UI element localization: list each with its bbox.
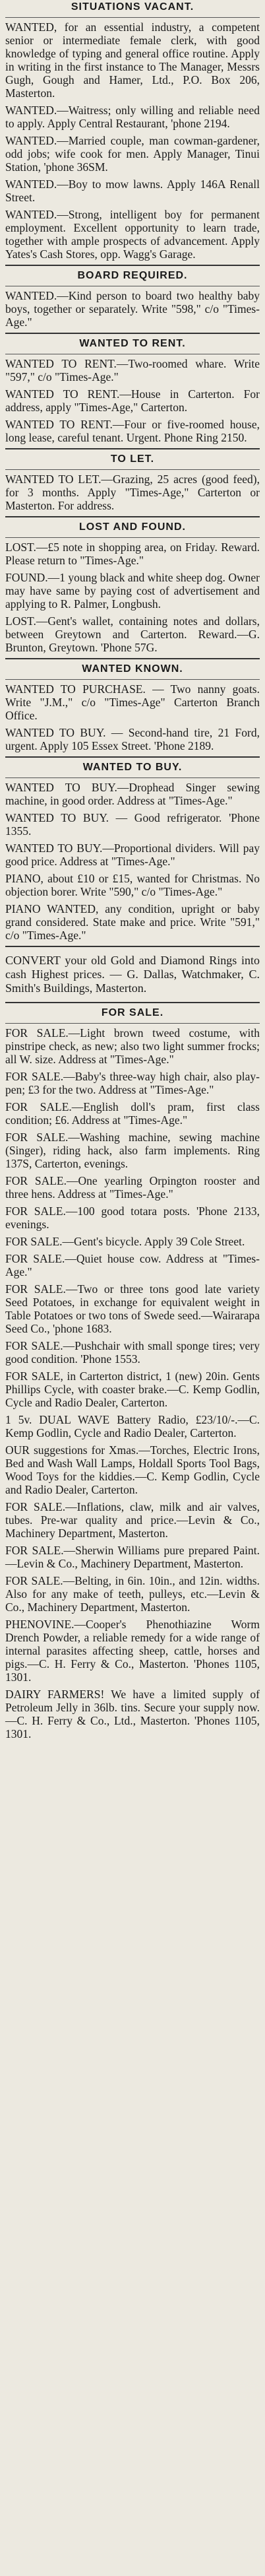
section-divider	[5, 946, 260, 947]
section-divider	[5, 777, 260, 778]
section-header-wanted-to-buy: WANTED TO BUY.	[82, 762, 183, 773]
ad-for-sale-10: FOR SALE.—Pushchair with small sponge tires; very good condition. 'Phone 1553.	[5, 1339, 260, 1366]
section-divider	[5, 265, 260, 266]
ad-lost-and-found-3: LOST.—Gent's wallet, containing notes and dollars, between Greytown and Carterton. Reward.—G. Brunton, Greytown. 'Phone 57G.	[5, 614, 260, 654]
ad-wanted-to-buy-2: WANTED TO BUY. — Good refrigerator. 'Phone 1355.	[5, 811, 260, 838]
ad-for-sale-8: FOR SALE.—Quiet house cow. Address at "Times-Age."	[5, 1252, 260, 1278]
ad-for-sale-11: FOR SALE, in Carterton district, 1 (new) 20in. Gents Phillips Cycle, with coaster brake.—C. Kemp Godlin, Cycle and Radio Dealer, Carterton.	[5, 1370, 260, 1409]
ad-for-sale-18: DAIRY FARMERS! We have a limited supply of Petroleum Jelly in 36lb. tins. Secure your supply now. —C. H. Ferry & Co., Ltd., Masterton. 'Phones 1105, 1301.	[5, 1688, 260, 1740]
ad-lost-and-found-1: LOST.—£5 note in shopping area, on Friday. Reward. Please return to "Times-Age."	[5, 541, 260, 567]
ad-board-required-1: WANTED.—Kind person to board two healthy baby boys, together or separately. Write "598," c/o "Times-Age."	[5, 289, 260, 329]
section-header-board-required: BOARD REQUIRED.	[77, 270, 188, 281]
section-divider	[5, 1023, 260, 1024]
ad-for-sale-14: FOR SALE.—Inflations, claw, milk and air valves, tubes. Pre-war quality and price.—Levin & Co., Machinery Department, Masterton.	[5, 1500, 260, 1540]
ad-for-sale-7: FOR SALE.—Gent's bicycle. Apply 39 Cole Street.	[5, 1235, 245, 1248]
ad-wanted-to-rent-2: WANTED TO RENT.—House in Carterton. For address, apply "Times-Age," Carterton.	[5, 387, 260, 414]
ad-for-sale-15: FOR SALE.—Sherwin Williams pure prepared Paint.—Levin & Co., Machinery Department, Masterton.	[5, 1544, 260, 1570]
ad-for-sale-13: OUR suggestions for Xmas.—Torches, Electric Irons, Bed and Wash Wall Lamps, Holdall Sports Tool Bags, Wood Toys for the kiddies.—C. Kemp Godlin, Cycle and Radio Dealer, Carterton.	[5, 1443, 260, 1496]
section-divider	[5, 17, 260, 18]
ad-to-let-1: WANTED TO LET.—Grazing, 25 acres (good feed), for 3 months. Apply "Times-Age," Carterton or Masterton. For address.	[5, 473, 260, 512]
ad-convert-gold: CONVERT your old Gold and Diamond Rings into cash Highest prices. — G. Dallas, Watchmaker, C. Smith's Buildings, Masterton.	[5, 954, 260, 995]
ad-situations-vacant-3: WANTED.—Married couple, man cowman-gardener, odd jobs; wife cook for men. Apply Manager, Tinui Station, 'phone 36SM.	[5, 134, 260, 174]
ad-wanted-to-rent-3: WANTED TO RENT.—Four or five-roomed house, long lease, careful tenant. Urgent. Phone Ring 2150.	[5, 418, 260, 444]
ad-for-sale-4: FOR SALE.—Washing machine, sewing machine (Singer), riding hack, also farm implements. Ring 137S, Carterton, evenings.	[5, 1131, 260, 1170]
ad-for-sale-3: FOR SALE.—English doll's pram, first class condition; £6. Address at "Times-Age."	[5, 1100, 260, 1127]
ad-for-sale-16: FOR SALE.—Belting, in 6in. 10in., and 12in. widths. Also for any make of teeth, pulleys, etc.—Levin & Co., Machinery Department, Masterton.	[5, 1574, 260, 1614]
section-divider	[5, 469, 260, 470]
section-divider	[5, 537, 260, 538]
section-header-situations-vacant: SITUATIONS VACANT.	[71, 1, 194, 13]
ad-for-sale-17: PHENOVINE.—Cooper's Phenothiazine Worm Drench Powder, a reliable remedy for a wide range of internal parasites affecting sheep, cattle, horses and pigs.—C. H. Ferry & Co., Masterton. 'Phones 1105, 1301.	[5, 1618, 260, 1684]
ad-situations-vacant-5: WANTED.—Strong, intelligent boy for permanent employment. Excellent opportunity to learn trade, together with ample prospects of advancement. Apply Yates's Cash Stores, opp. Wagg's Garage.	[5, 208, 260, 261]
section-header-to-let: TO LET.	[110, 453, 155, 465]
ad-for-sale-1: FOR SALE.—Light brown tweed costume, with pinstripe check, as new; also two light summer frocks; all W. size. Address at "Times-Age."	[5, 1026, 260, 1066]
section-header-lost-and-found: LOST AND FOUND.	[79, 521, 186, 533]
ad-wanted-to-buy-4: PIANO, about £10 or £15, wanted for Christmas. No objection borer. Write "590," c/o "Times-Age."	[5, 872, 260, 898]
ad-for-sale-9: FOR SALE.—Two or three tons good late variety Seed Potatoes, in exchange for equivalent weight in Table Potatoes or two tons of Swede seed.—Wairarapa Seed Co., 'phone 1683.	[5, 1282, 260, 1335]
ad-situations-vacant-1: WANTED, for an essential industry, a competent senior or intermediate female clerk, with good knowledge of typing and general office routine. Apply in writing in the first instance to The Manager, Messrs Gugh, Gough and Hamer, Ltd., P.O. Box 206, Masterton.	[5, 20, 260, 100]
ad-for-sale-6: FOR SALE.—100 good totara posts. 'Phone 2133, evenings.	[5, 1205, 260, 1231]
section-divider	[5, 1002, 260, 1003]
section-divider	[5, 333, 260, 334]
section-divider	[5, 679, 260, 680]
ad-wanted-known-1: WANTED TO PURCHASE. — Two nanny goats. Write "J.M.," c/o "Times-Age" Carterton Branch Office.	[5, 682, 260, 722]
ad-situations-vacant-2: WANTED.—Waitress; only willing and reliable need to apply. Apply Central Restaurant, 'phone 2194.	[5, 104, 260, 130]
section-header-wanted-to-rent: WANTED TO RENT.	[79, 338, 186, 349]
section-divider	[5, 658, 260, 659]
ad-situations-vacant-4: WANTED.—Boy to mow lawns. Apply 146A Renall Street.	[5, 178, 260, 204]
ad-wanted-to-rent-1: WANTED TO RENT.—Two-roomed whare. Write "597," c/o "Times-Age."	[5, 357, 260, 383]
ad-for-sale-2: FOR SALE.—Baby's three-way high chair, also play-pen; £3 for the two. Address at "Times-Age."	[5, 1070, 260, 1096]
ad-wanted-known-2: WANTED TO BUY. — Second-hand tire, 21 Ford, urgent. Apply 105 Essex Street. 'Phone 2189.	[5, 726, 260, 752]
ad-wanted-to-buy-1: WANTED TO BUY.—Drophead Singer sewing machine, in good order. Address at "Times-Age."	[5, 781, 260, 807]
section-divider	[5, 756, 260, 758]
ad-lost-and-found-2: FOUND.—1 young black and white sheep dog. Owner may have same by paying cost of advertisement and applying to R. Palmer, Longbush.	[5, 571, 260, 611]
ad-wanted-to-buy-3: WANTED TO BUY.—Proportional dividers. Will pay good price. Address at "Times-Age."	[5, 842, 260, 868]
section-divider	[5, 448, 260, 449]
section-header-for-sale: FOR SALE.	[101, 1007, 164, 1018]
section-header-wanted-known: WANTED KNOWN.	[82, 663, 183, 675]
ad-wanted-to-buy-5: PIANO WANTED, any condition, upright or baby grand considered. State make and price. Write "591," c/o "Times-Age."	[5, 902, 260, 942]
section-divider	[5, 516, 260, 517]
ad-for-sale-5: FOR SALE.—One yearling Orpington rooster and three hens. Address at "Times-Age."	[5, 1174, 260, 1201]
ad-for-sale-12: 1 5v. DUAL WAVE Battery Radio, £23/10/-.—C. Kemp Godlin, Cycle and Radio Dealer, Carterton.	[5, 1413, 260, 1439]
